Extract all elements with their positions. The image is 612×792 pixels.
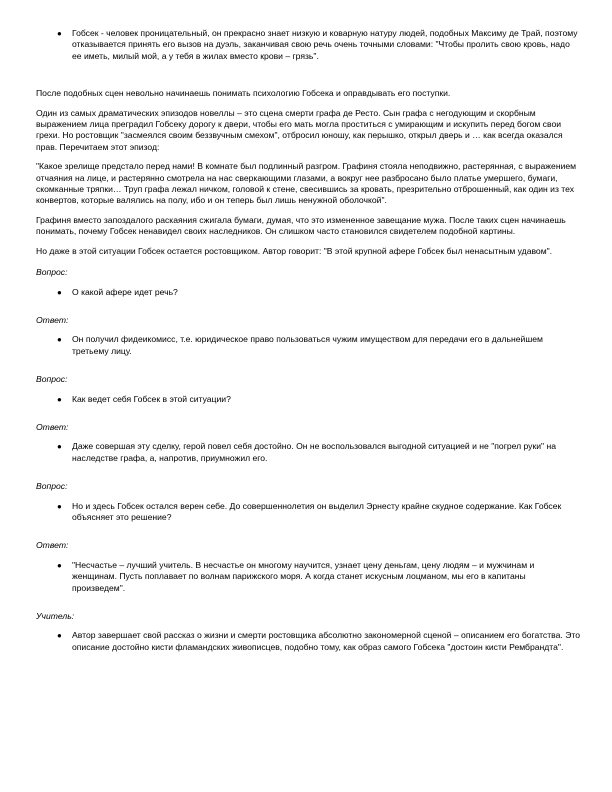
bullet-item: [36, 287, 580, 298]
bullet-text: Гобсек - человек проницательный, он прекрасно знает низкую и коварную натуру людей, подобных Максиму де Трай, поэтому отказывается принять его вызов на дуэль, заканчивая свою речь очень точными словами: "Чтобы пролить свою кровь, надо ее иметь, милый мой, а у тебя в жилах вместо крови – грязь".: [72, 28, 578, 61]
qa-label: Учитель:: [36, 611, 75, 621]
bullet-text: Как ведет себя Гобсек в этой ситуации?: [72, 393, 231, 404]
bullet-dot-icon: ●: [57, 442, 62, 452]
document-page: [36, 28, 580, 670]
bullet-dot-icon: ●: [57, 501, 62, 511]
bullet-text: "Несчастье – лучший учитель. В несчастье он многому научится, узнает цену деньгам, цену людям – и мужчинам и женщинам. Пусть поплавает по волнам парижского моря. А когда станет искусным лоцманом, мы его в капитаны произведем".: [72, 559, 535, 593]
qa-label: Вопрос:: [36, 267, 68, 278]
bullet-text: Он получил фидеикомисс, т.е. юридическое право пользоваться чужим имуществом для передачи его в дальнейшем третьему лицу.: [72, 334, 543, 356]
bullet-item: [36, 501, 580, 524]
qa-label: Ответ:: [36, 314, 69, 325]
qa-label: Вопрос:: [36, 374, 68, 385]
bullet-text: О какой афере идет речь?: [72, 286, 178, 297]
bullet-item: [36, 334, 580, 357]
paragraph: Графиня вместо запоздалого раскаяния сжигала бумаги, думая, что это измененное завещание мужа. После таких сцен начинаешь понимать, почему Гобсек ненавидел своих наследников. Он слишком часто становился свидетелем подобной картины.: [36, 214, 566, 237]
qa-label: Ответ:: [36, 421, 69, 432]
paragraph: Один из самых драматических эпизодов новеллы – это сцена смерти графа де Ресто. Сын графа с негодующим и скорбным выражением лица преградил Гобсеку дорогу к двери, чтобы его мать могла проститься с умирающим и искупить перед богом свои грехи. Но ростовщик "засмеялся своим беззвучным смехом", отбросил юношу, как перышко, открыл дверь и … как всегда оказался прав. Перечитаем этот эпизод:: [36, 107, 563, 152]
bullet-item: [36, 560, 580, 594]
bullet-item: [36, 394, 580, 405]
bullet-item: [36, 28, 580, 62]
paragraph: После подобных сцен невольно начинаешь понимать психологию Гобсека и оправдывать его поступки.: [36, 88, 451, 99]
qa-label: Вопрос:: [36, 481, 68, 492]
quote-paragraph: "Какое зрелище предстало перед нами! В комнате был подлинный разгром. Графиня стояла неподвижно, растерянная, с выражением отчаяния на лице, и растерянно смотрела на нас сверкающими глазами, а вокруг нее разбросано было платье умершего, бумаги, скомканные тряпки… Труп графа лежал ничком, головой к стене, свесившись за кровать, презрительно отброшенный, как один из тех конвертов, которые валялись на полу, ибо и он теперь был лишь ненужной оболочкой".: [36, 161, 577, 206]
bullet-text: Автор завершает свой рассказ о жизни и смерти ростовщика абсолютно закономерной сценой – описанием его богатства. Это описание достойно кисти фламандских живописцев, подобно тому, как образ самого Гобсека "достоин кисти Рембрандта".: [72, 630, 580, 652]
bullet-item: [36, 441, 580, 464]
bullet-text: Но и здесь Гобсек остался верен себе. До совершеннолетия он выделил Эрнесту крайне скудное содержание. Как Гобсек объясняет это решение?: [72, 500, 562, 522]
bullet-dot-icon: ●: [57, 335, 62, 345]
bullet-dot-icon: ●: [57, 287, 62, 297]
bullet-dot-icon: ●: [57, 560, 62, 570]
bullet-item: [36, 630, 580, 653]
paragraph: Но даже в этой ситуации Гобсек остается ростовщиком. Автор говорит: "В этой крупной афере Гобсек был ненасытным удавом".: [36, 245, 553, 256]
bullet-dot-icon: ●: [57, 394, 62, 404]
bullet-dot-icon: ●: [57, 29, 62, 38]
bullet-text: Даже совершая эту сделку, герой повел себя достойно. Он не воспользовался выгодной ситуацией и не "погрел руки" на наследстве графа, а, напротив, приумножил его.: [72, 441, 557, 463]
qa-label: Ответ:: [36, 540, 69, 551]
bullet-dot-icon: ●: [57, 631, 62, 641]
